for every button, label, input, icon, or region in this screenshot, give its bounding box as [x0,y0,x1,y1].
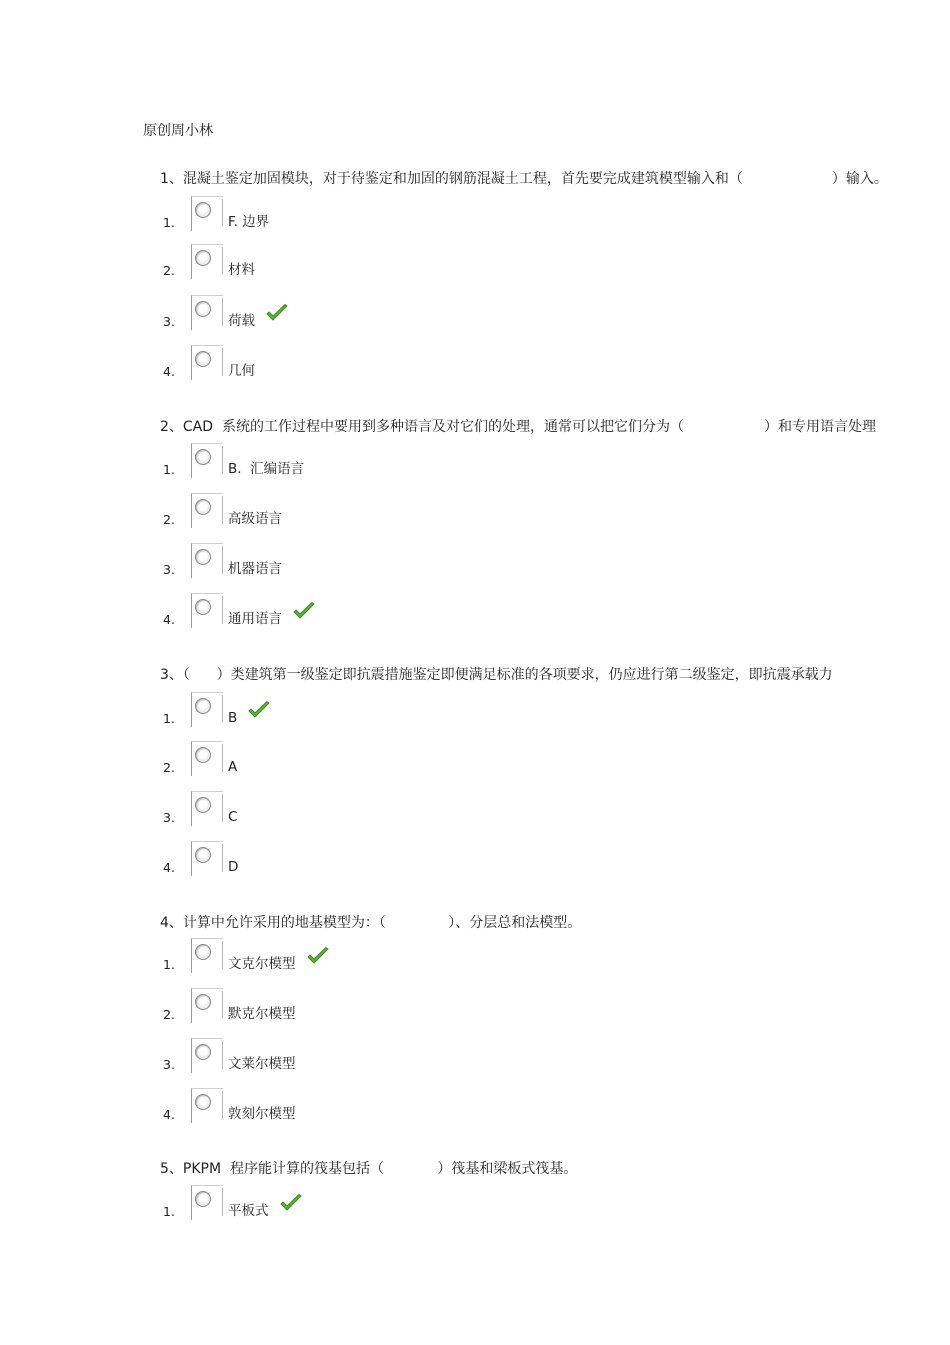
option-number: 3. [163,810,175,825]
divider [222,1188,223,1216]
divider [222,991,223,1019]
option-number: 1. [163,462,175,477]
radio-button-icon[interactable] [191,493,223,528]
question-1: 1、混凝土鉴定加固模块，对于待鉴定和加固的钢筋混凝土工程，首先要完成建筑模型输入和（ ）输入。 [160,171,888,187]
divider [222,546,223,574]
option-row [163,1185,863,1221]
question-3: 3、（ ）类建筑第一级鉴定即抗震措施鉴定即便满足标准的各项要求，仍应进行第二级鉴定，即抗震承载力 [160,667,833,683]
option-label: 材料 [228,262,255,278]
option-label: D [228,859,239,875]
radio-button-icon[interactable] [191,1038,223,1073]
option-number: 2. [163,1007,175,1022]
radio-button-icon[interactable] [191,791,223,826]
divider [222,446,223,474]
option-row [163,988,863,1024]
question-4: 4、计算中允许采用的地基模型为：（ ）、分层总和法模型。 [160,915,582,931]
option-row [163,841,863,877]
option-number: 4. [163,860,175,875]
divider [222,247,223,275]
divider [222,348,223,376]
option-label: F. 边界 [228,214,270,230]
option-row [163,295,863,331]
option-row [163,741,863,777]
option-label: C [228,809,238,825]
option-label: 几何 [228,363,255,379]
option-label: 默克尔模型 [228,1006,296,1022]
option-number: 1. [163,711,175,726]
radio-button-icon[interactable] [191,543,223,578]
author: 原创周小林 [143,123,213,139]
question-5: 5、PKPM 程序能计算的筏基包括（ ）筏基和梁板式筏基。 [160,1161,578,1177]
option-number: 3. [163,314,175,329]
radio-button-icon[interactable] [191,1088,223,1123]
divider [222,298,223,326]
option-label: A [228,759,238,775]
option-number: 2. [163,263,175,278]
radio-button-icon[interactable] [191,988,223,1023]
option-row [163,543,863,579]
option-number: 3. [163,562,175,577]
radio-button-icon[interactable] [191,196,223,231]
check-mark-icon [247,700,271,720]
option-number: 1. [163,215,175,230]
radio-button-icon[interactable] [191,244,223,279]
option-number: 4. [163,612,175,627]
radio-button-icon[interactable] [191,345,223,380]
divider [222,844,223,872]
option-label: 文莱尔模型 [228,1056,296,1072]
divider [222,1091,223,1119]
option-row [163,345,863,381]
divider [222,695,223,723]
option-label: B [228,710,238,726]
radio-button-icon[interactable] [191,593,223,628]
option-number: 2. [163,760,175,775]
divider [222,744,223,772]
check-mark-icon [292,601,316,621]
option-row [163,593,863,629]
option-label: B. 汇编语言 [228,461,305,477]
divider [222,199,223,227]
option-label: 通用语言 [228,611,282,627]
option-label: 荷载 [228,313,255,329]
radio-button-icon[interactable] [191,1185,223,1220]
option-number: 4. [163,1107,175,1122]
option-label: 文克尔模型 [228,956,296,972]
option-row [163,938,863,974]
divider [222,496,223,524]
radio-button-icon[interactable] [191,692,223,727]
option-label: 平板式 [228,1203,269,1219]
option-number: 4. [163,364,175,379]
radio-button-icon[interactable] [191,841,223,876]
option-label: 机器语言 [228,561,282,577]
option-number: 2. [163,512,175,527]
option-number: 1. [163,957,175,972]
option-row [163,791,863,827]
radio-button-icon[interactable] [191,295,223,330]
radio-button-icon[interactable] [191,741,223,776]
option-row [163,244,863,280]
option-row [163,1038,863,1074]
radio-button-icon[interactable] [191,938,223,973]
check-mark-icon [306,946,330,966]
divider [222,596,223,624]
divider [222,1041,223,1069]
check-mark-icon [265,303,289,323]
divider [222,941,223,969]
question-2: 2、CAD 系统的工作过程中要用到多种语言及对它们的处理，通常可以把它们分为（ ）和专用语言处理 [160,419,877,435]
option-row [163,1088,863,1124]
option-number: 3. [163,1057,175,1072]
option-number: 1. [163,1204,175,1219]
option-row [163,692,863,728]
option-label: 高级语言 [228,511,282,527]
check-mark-icon [279,1193,303,1213]
divider [222,794,223,822]
option-row [163,493,863,529]
option-row [163,443,863,479]
radio-button-icon[interactable] [191,443,223,478]
option-label: 敦刻尔模型 [228,1106,296,1122]
option-row [163,196,863,232]
